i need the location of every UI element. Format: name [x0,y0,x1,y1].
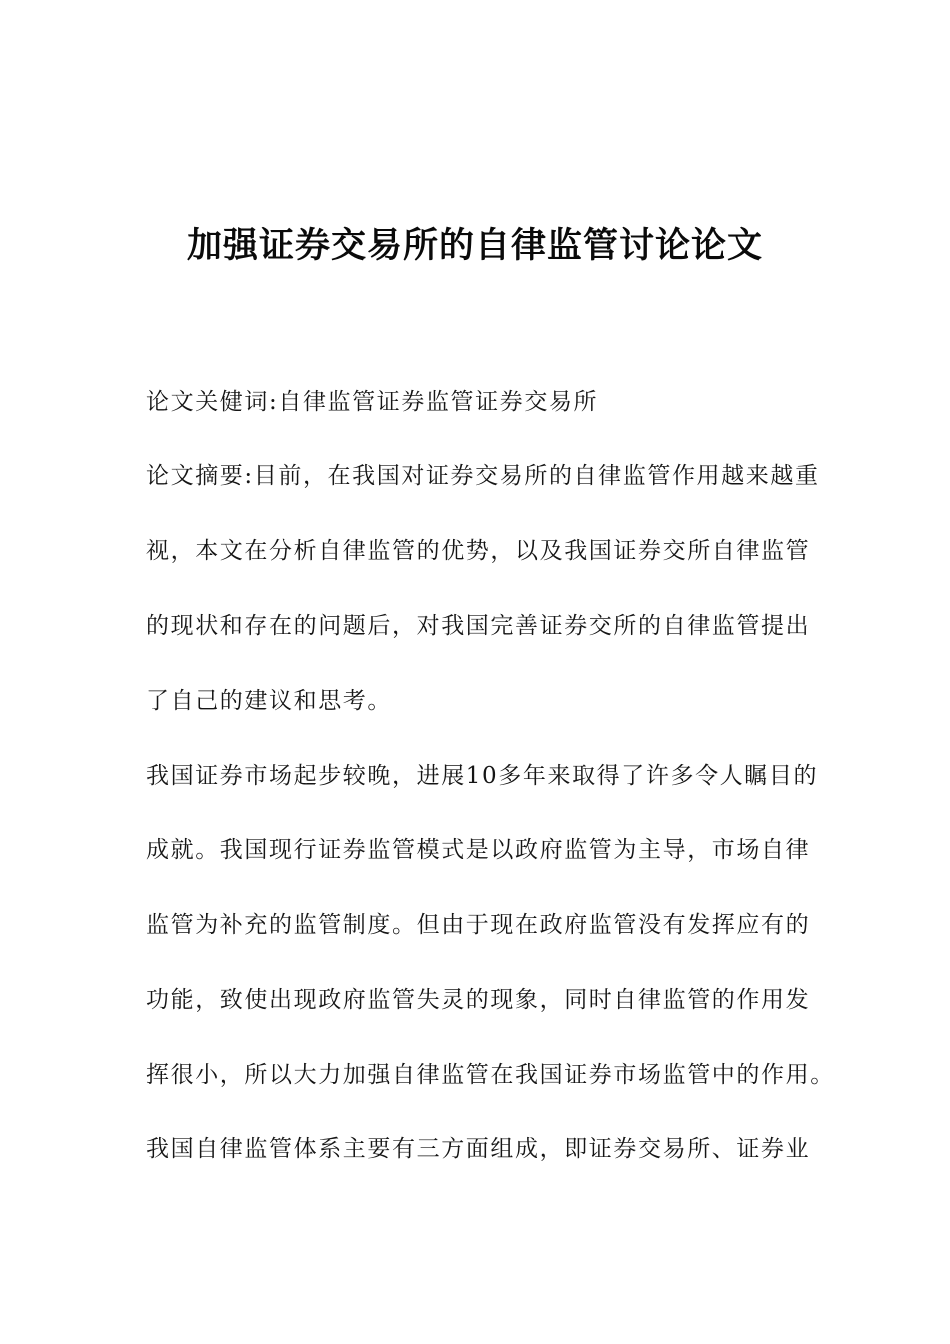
abstract-line: 论文摘要:目前，在我国对证券交易所的自律监管作用越来越重 [146,463,820,489]
body-line: 功能，致使出现政府监管失灵的现象，同时自律监管的作用发 [146,987,811,1013]
body-line: 我国自律监管体系主要有三方面组成，即证券交易所、证券业 [146,1136,811,1162]
body-line: 我国证券市场起步较晚，进展10多年来取得了许多令人瞩目的 [146,763,819,789]
body-line: 成就。我国现行证券监管模式是以政府监管为主导，市场自律 [146,837,811,863]
abstract-line: 视，本文在分析自律监管的优势，以及我国证券交所自律监管 [146,538,811,564]
document-title: 加强证券交易所的自律监管讨论论文 [186,226,763,266]
body-line: 挥很小，所以大力加强自律监管在我国证券市场监管中的作用。 [146,1062,835,1088]
abstract-line: 的现状和存在的问题后，对我国完善证券交所的自律监管提出 [146,613,811,639]
abstract-line: 了自己的建议和思考。 [146,688,392,714]
body-line: 监管为补充的监管制度。但由于现在政府监管没有发挥应有的 [146,912,811,938]
keywords-line: 论文关健词:自律监管证券监管证券交易所 [146,389,599,415]
